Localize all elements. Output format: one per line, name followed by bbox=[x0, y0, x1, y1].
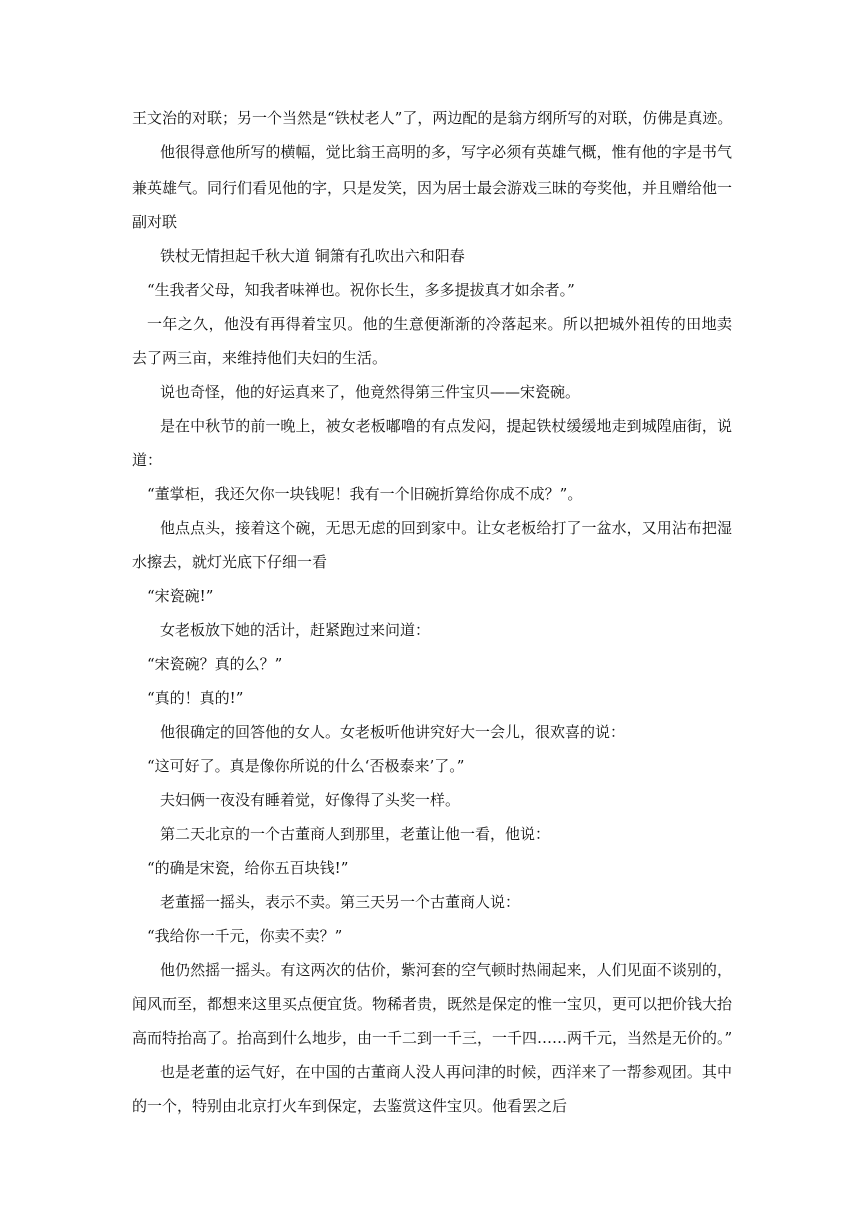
text-line: 他很确定的回答他的女人。女老板听他讲究好大一会儿，很欢喜的说： bbox=[160, 723, 626, 741]
text-line: 是在中秋节的前一晚上，被女老板嘟噜的有点发闷，提起铁杖缓缓地走到城隍庙街，说 bbox=[160, 417, 732, 435]
text-line: 副对联 bbox=[132, 213, 178, 231]
text-line: 王文治的对联；另一个当然是“铁杖老人”了，两边配的是翁方纲所写的对联，仿佛是真迹。 bbox=[132, 109, 733, 127]
text-line: 他仍然摇一摇头。有这两次的估价，紫河套的空气顿时热闹起来，人们见面不谈别的， bbox=[160, 961, 732, 979]
text-line: 他很得意他所写的横幅，觉比翁王高明的多，写字必须有英雄气概，惟有他的字是书气 bbox=[160, 143, 732, 161]
text-line: 的一个，特别由北京打火车到保定，去鉴赏这件宝贝。他看罢之后 bbox=[132, 1097, 568, 1115]
text-line: “生我者父母，知我者味禅也。祝你长生，多多提拔真才如余者。” bbox=[147, 281, 575, 299]
text-line: “宋瓷碗？真的么？” bbox=[147, 655, 283, 673]
text-line: 一年之久，他没有再得着宝贝。他的生意便渐渐的冷落起来。所以把城外祖传的田地卖 bbox=[147, 315, 732, 333]
text-line: 高而特抬高了。抬高到什么地步，由一千二到一千三，一千四……两千元，当然是无价的。” bbox=[132, 1029, 733, 1047]
text-line: 女老板放下她的活计，赶紧跑过来问道： bbox=[160, 621, 431, 639]
text-line: 兼英雄气。同行们看见他的字，只是发笑，因为居士最会游戏三昧的夸奖他，并且赠给他一 bbox=[132, 179, 733, 197]
text-line: 老董摇一摇头，表示不卖。第三天另一个古董商人说： bbox=[160, 893, 521, 911]
couplet-line: 铁杖无情担起千秋大道 铜箫有孔吹出六和阳春 bbox=[160, 247, 465, 265]
text-line: 他点点头，接着这个碗，无思无虑的回到家中。让女老板给打了一盆水，又用沾布把湿 bbox=[160, 519, 732, 537]
text-line: 夫妇俩一夜没有睡着觉，好像得了头奖一样。 bbox=[160, 791, 461, 809]
text-line: 说也奇怪，他的好运真来了，他竟然得第三件宝贝——宋瓷碗。 bbox=[160, 383, 581, 401]
text-line: “的确是宋瓷，给你五百块钱!” bbox=[147, 859, 349, 877]
text-line: “真的！真的!” bbox=[147, 689, 244, 707]
text-line: “宋瓷碗!” bbox=[147, 587, 214, 605]
text-line: “我给你一千元，你卖不卖？” bbox=[147, 927, 343, 945]
text-line: 道： bbox=[132, 451, 163, 469]
text-line: “董掌柜，我还欠你一块钱呢！我有一个旧碗折算给你成不成？”。 bbox=[147, 485, 583, 503]
text-line: 闻风而至，都想来这里买点便宜货。物稀者贵，既然是保定的惟一宝贝，更可以把价钱大抬 bbox=[132, 995, 733, 1013]
text-line: “这可好了。真是像你所说的什么‘否极泰来’了。” bbox=[147, 757, 465, 775]
text-line: 第二天北京的一个古董商人到那里，老董让他一看，他说： bbox=[160, 825, 551, 843]
text-line: 去了两三亩，来维持他们夫妇的生活。 bbox=[132, 349, 388, 367]
text-line: 也是老董的运气好，在中国的古董商人没人再问津的时候，西洋来了一帮参观团。其中 bbox=[160, 1063, 732, 1081]
text-line: 水擦去，就灯光底下仔细一看 bbox=[132, 553, 328, 571]
